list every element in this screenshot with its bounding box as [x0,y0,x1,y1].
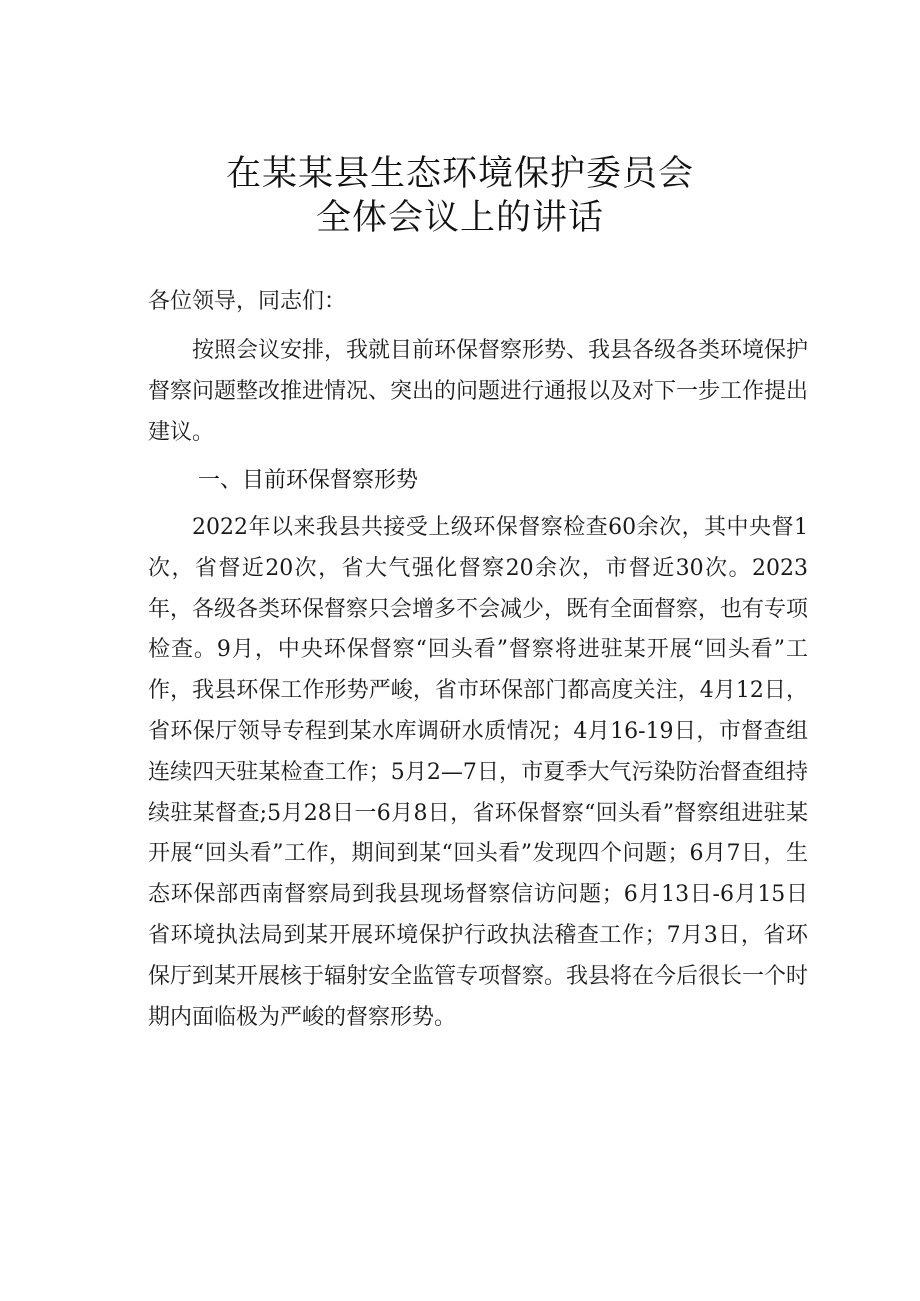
document-title-line-2: 全体会议上的讲话 [315,198,604,238]
document-title-line-1: 在某某县生态环境保护委员会 [225,154,694,194]
section-heading: 一、目前环保督察形势 [198,468,419,493]
intro-paragraph: 按照会议安排，我就目前环保督察形势、我县各级各类环境保护督察问题整改推进情况、突出的问题进行通报以及对下一步工作提出建议。 [148,338,809,445]
section-body-paragraph: 2022年以来我县共接受上级环保督察检查60余次，其中央督1次，省督近20次，省大气强化督察20余次，市督近30次。2023年，各级各类环保督察只会增多不会减少，既有全面督察，也有专项检查。9月，中央环保督察“回头看”督察将进驻某开展“回头看”工作，我县环保工作形势严峻，省市环保部门都高度关注，4月12日，省环保厅领导专程到某水库调研水质情况；4月16-19日，市督查组连续四天驻某检查工作；5月2—7日，市夏季大气污染防治督查组持续驻某督查;5月28日一6月8日，省环保督察“回头看”督察组进驻某开展“回头看”工作，期间到某“回头看”发现四个问题；6月7日，生态环保部西南督察局到我县现场督察信访问题；6月13日-6月15日省环境执法局到某开展环境保护行政执法稽查工作；7月3日，省环保厅到某开展核于辐射安全监管专项督察。我县将在今后很长一个时期内面临极为严峻的督察形势。 [148,515,809,1030]
salutation: 各位领导，同志们： [148,289,347,314]
